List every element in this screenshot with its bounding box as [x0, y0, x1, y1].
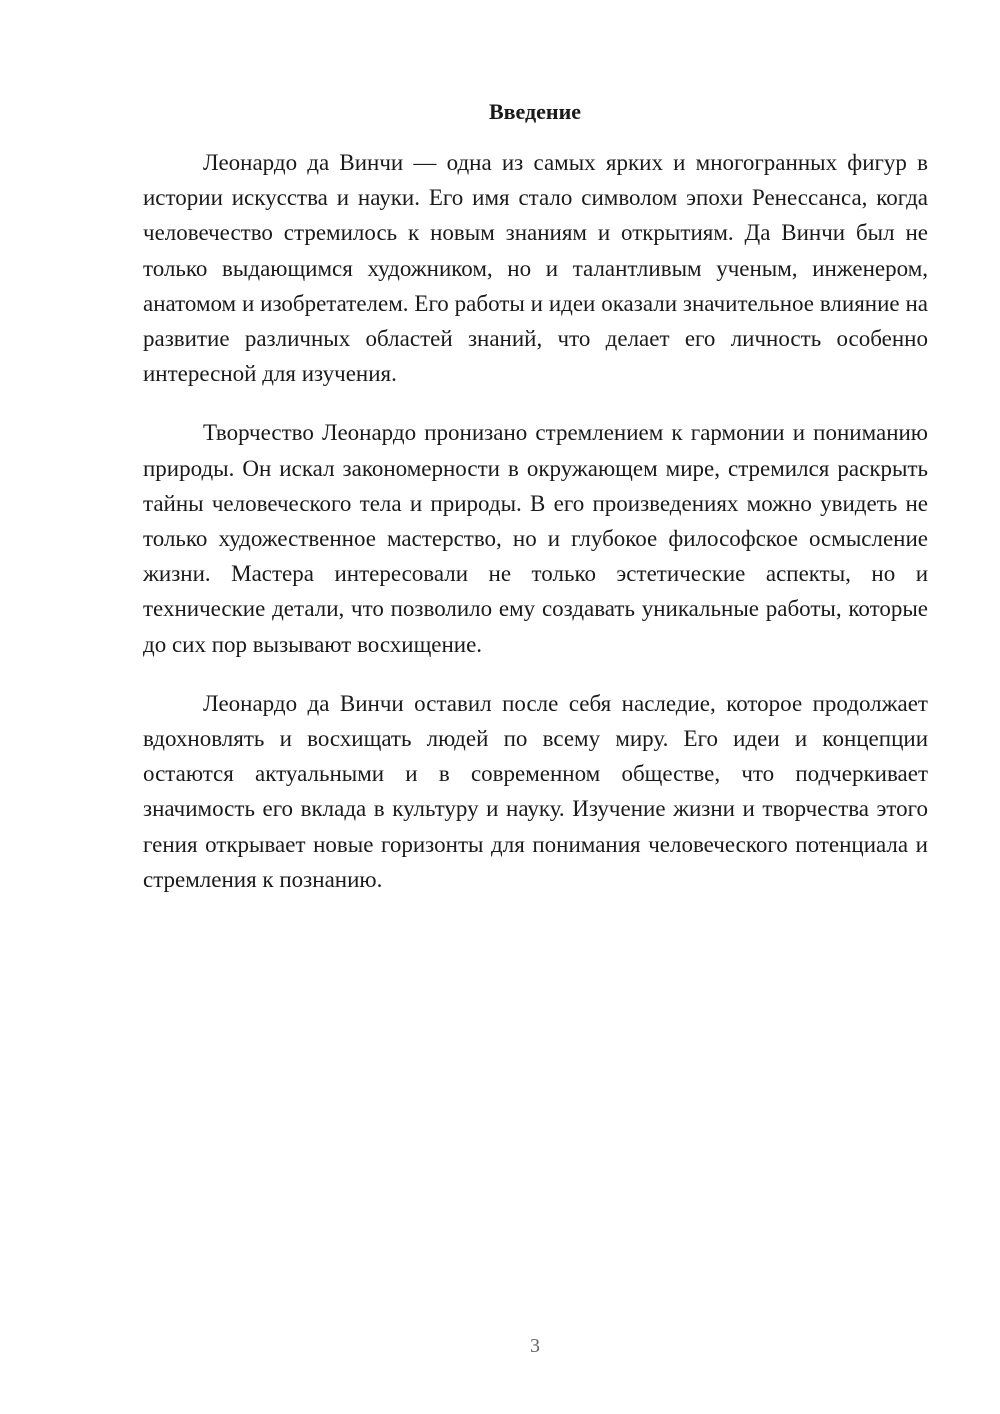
section-title: Введение: [488, 99, 582, 124]
paragraph-2: Творчество Леонардо пронизано стремлением к гармонии и пониманию природы. Он искал закономерности в окружающем мире, стремился раскрыть тайны человеческого тела и природы. В его произведениях можно увидеть не только художественное мастерство, но и глубокое философское осмысление жизни. Мастера интересовали не только эстетические аспекты, но и технические детали, что позволило ему создавать уникальные работы, которые до сих пор вызывают восхищение.: [143, 420, 928, 657]
paragraph-1: Леонардо да Винчи — одна из самых ярких и многогранных фигур в истории искусства и науки. Его имя стало символом эпохи Ренессанса, когда человечество стремилось к новым знаниям и открытиям. Да Винчи был не только выдающимся художником, но и талантливым ученым, инженером, анатомом и изобретателем. Его работы и идеи оказали значительное влияние на развитие различных областей знаний, что делает его личность особенно интересной для изучения.: [143, 150, 928, 387]
page-number: 3: [530, 1335, 540, 1357]
body-text: [143, 145, 928, 921]
paragraph-3: Леонардо да Винчи оставил после себя наследие, которое продолжает вдохновлять и восхищать людей по всему миру. Его идеи и концепции остаются актуальными и в современном обществе, что подчеркивает значимость его вклада в культуру и науку. Изучение жизни и творчества этого гения открывает новые горизонты для понимания человеческого потенциала и стремления к познанию.: [143, 690, 928, 892]
